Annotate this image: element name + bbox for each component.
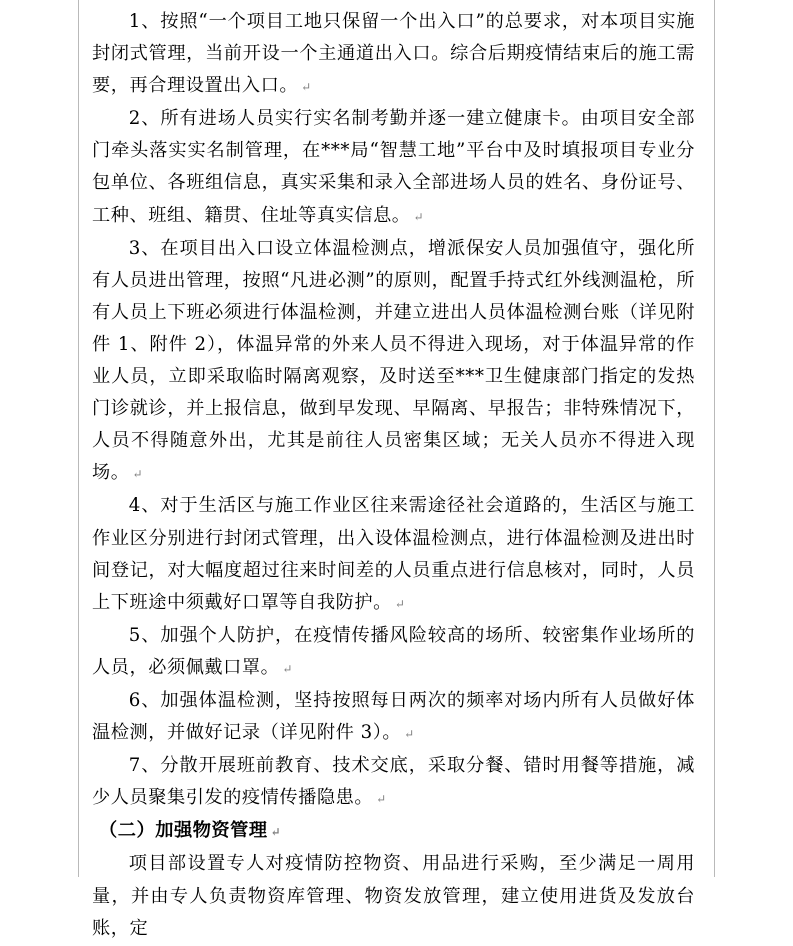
paragraph-text: 2、所有进场人员实行实名制考勤并逐一建立健康卡。由项目安全部门牵头落实实名制管理，在***局“智慧工地”平台中及时填报项目专业分包单位、各班组信息，真实采集和录入全部进场人员的姓名、身份证号、工种、班组、籍贯、住址等真实信息。: [92, 108, 695, 226]
paragraph-text: 7、分散开展班前教育、技术交底，采取分餐、错时用餐等措施，减少人员聚集引发的疫情传播隐患。: [92, 755, 695, 809]
right-margin-guide: [714, 0, 715, 877]
paragraph-mark-icon: ↵: [413, 209, 425, 224]
paragraph-mark-icon: ↵: [404, 727, 415, 742]
paragraph-mark-icon: ↵: [132, 467, 144, 482]
paragraph-mark-icon: ↵: [301, 80, 312, 95]
paragraph-text: 1、按照“一个项目工地只保留一个出入口”的总要求，对本项目实施封闭式管理，当前开设一个主通道出入口。综合后期疫情结束后的施工需要，再合理设置出入口。: [92, 11, 695, 97]
paragraph-mark-icon: ↵: [282, 661, 293, 676]
paragraph-2: [92, 103, 695, 232]
paragraph-8: [92, 848, 695, 945]
paragraph-text: 5、加强个人防护，在疫情传播风险较高的场所、较密集作业场所的人员，必须佩戴口罩。: [92, 624, 695, 678]
paragraph-mark-icon: ↵: [270, 825, 282, 840]
paragraph-mark-icon: ↵: [394, 596, 406, 611]
document-body: [92, 6, 695, 946]
heading-text: （二）加强物资管理: [99, 820, 268, 842]
paragraph-7: [92, 750, 695, 815]
paragraph-3: [92, 233, 695, 491]
section-heading: [92, 815, 695, 848]
paragraph-text: 4、对于生活区与施工作业区往来需途径社会道路的，生活区与施工作业区分别进行封闭式管理，出入设体温检测点，进行体温检测及进出时间登记，对大幅度超过往来时间差的人员重点进行信息核对，同时，人员上下班途中须戴好口罩等自我防护。: [92, 495, 695, 613]
paragraph-text: 3、在项目出入口设立体温检测点，增派保安人员加强值守，强化所有人员进出管理，按照“凡进必测”的原则，配置手持式红外线测温枪，所有人员上下班必须进行体温检测，并建立进出人员体温检测台账（详见附件 1、附件 2），体温异常的外来人员不得进入现场，对于体温异常的作业人员，立即采取临时隔离观察，及时送至***卫生健康部门指定的发热门诊就诊，并上报信息，做到早发现、早隔离、早报告；非特殊情况下，人员不得随意外出，尤其是前往人员密集区域；无关人员亦不得进入现场。: [92, 237, 695, 484]
paragraph-mark-icon: ↵: [376, 792, 387, 807]
paragraph-6: [92, 685, 695, 750]
paragraph-5: [92, 620, 695, 685]
paragraph-1: [92, 6, 695, 103]
paragraph-text: 项目部设置专人对疫情防控物资、用品进行采购，至少满足一周用量，并由专人负责物资库管理、物资发放管理，建立使用进货及发放台账，定: [92, 853, 695, 939]
paragraph-text: 6、加强体温检测，坚持按照每日两次的频率对场内所有人员做好体温检测，并做好记录（详见附件 3）。: [92, 689, 695, 744]
left-margin-guide: [78, 0, 79, 877]
paragraph-4: [92, 490, 695, 619]
